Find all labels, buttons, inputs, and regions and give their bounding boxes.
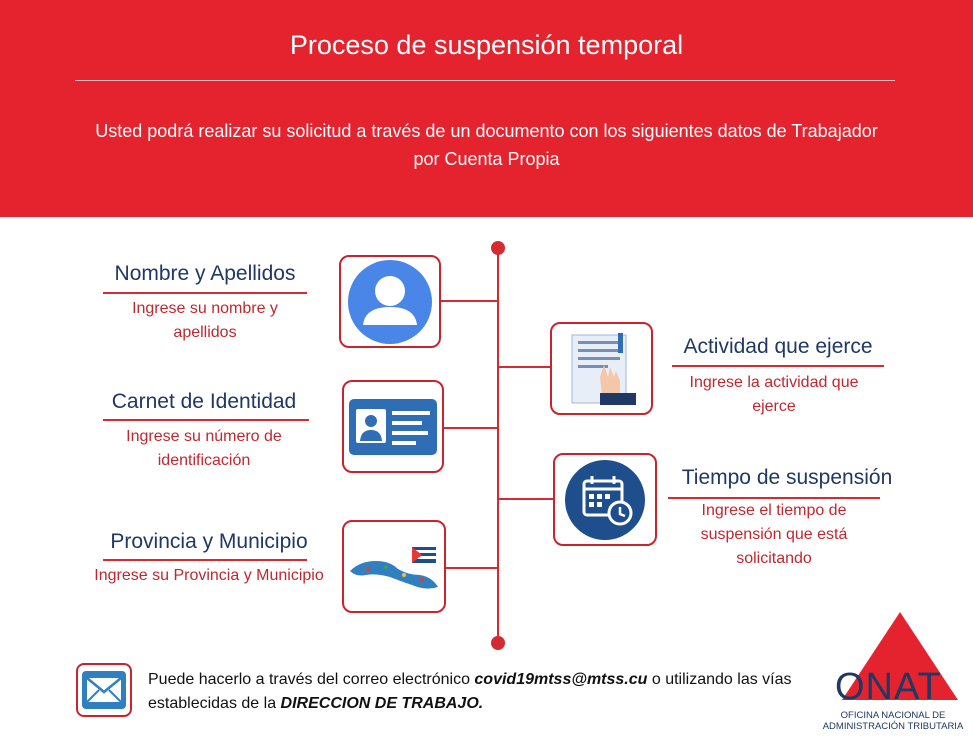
footer-email-link[interactable]: covid19mtss@mtss.cu bbox=[474, 671, 648, 688]
document-hand-box bbox=[550, 322, 653, 415]
connector bbox=[440, 300, 498, 302]
footer-text-b: o utilizando las vías establecidas de la bbox=[148, 671, 792, 712]
item-desc-carnet: Ingrese su número de identificación bbox=[126, 428, 282, 469]
item-title-actividad: Actividad que ejerce bbox=[683, 335, 873, 358]
item-title-carnet: Carnet de Identidad bbox=[111, 390, 297, 413]
id-card-icon bbox=[348, 397, 438, 457]
item-underline bbox=[672, 365, 884, 367]
connector bbox=[498, 498, 554, 500]
calendar-clock-box bbox=[553, 453, 657, 546]
user-avatar-icon bbox=[347, 259, 433, 345]
page-subtitle: Usted podrá realizar su solicitud a través de un documento con los siguientes datos de Trabajador por Cuenta Propia bbox=[95, 121, 878, 169]
logo-subtitle-line1: OFICINA NACIONAL DE bbox=[840, 710, 946, 721]
envelope-box bbox=[76, 663, 132, 717]
cuba-map-icon bbox=[346, 531, 442, 603]
item-underline bbox=[103, 559, 307, 561]
logo-subtitle bbox=[818, 710, 968, 732]
title-divider bbox=[75, 80, 895, 81]
item-desc-nombre: Ingrese su nombre y apellidos bbox=[132, 300, 278, 341]
cuba-map-box bbox=[342, 520, 446, 613]
connector bbox=[445, 567, 498, 569]
item-underline bbox=[103, 419, 309, 421]
item-title-tiempo: Tiempo de suspensión bbox=[681, 466, 893, 489]
document-hand-icon bbox=[562, 329, 642, 409]
item-title-provincia: Provincia y Municipio bbox=[110, 530, 308, 553]
logo-name: ONAT bbox=[835, 666, 942, 708]
timeline-line bbox=[497, 248, 499, 642]
footer-text-a: Puede hacerlo a través del correo electrónico bbox=[148, 671, 475, 688]
connector bbox=[443, 427, 498, 429]
item-underline bbox=[103, 292, 307, 294]
page-title: Proceso de suspensión temporal bbox=[289, 30, 684, 60]
timeline-dot-bottom bbox=[491, 636, 505, 650]
user-avatar-box bbox=[339, 255, 441, 348]
item-desc-tiempo: Ingrese el tiempo de suspensión que está solicitando bbox=[700, 502, 848, 567]
calendar-clock-icon bbox=[564, 459, 646, 541]
id-card-box bbox=[342, 380, 444, 473]
item-title-nombre: Nombre y Apellidos bbox=[114, 262, 296, 285]
footer-message bbox=[148, 668, 818, 716]
footer-org: DIRECCION DE TRABAJO. bbox=[280, 695, 484, 712]
header-banner bbox=[0, 0, 973, 217]
envelope-icon bbox=[81, 670, 127, 710]
item-desc-actividad: Ingrese la actividad que ejerce bbox=[689, 374, 859, 415]
timeline-dot-top bbox=[491, 241, 505, 255]
logo-subtitle-line2: ADMINISTRACIÓN TRIBUTARIA bbox=[822, 721, 964, 732]
connector bbox=[498, 366, 551, 368]
item-desc-provincia: Ingrese su Provincia y Municipio bbox=[94, 567, 324, 584]
